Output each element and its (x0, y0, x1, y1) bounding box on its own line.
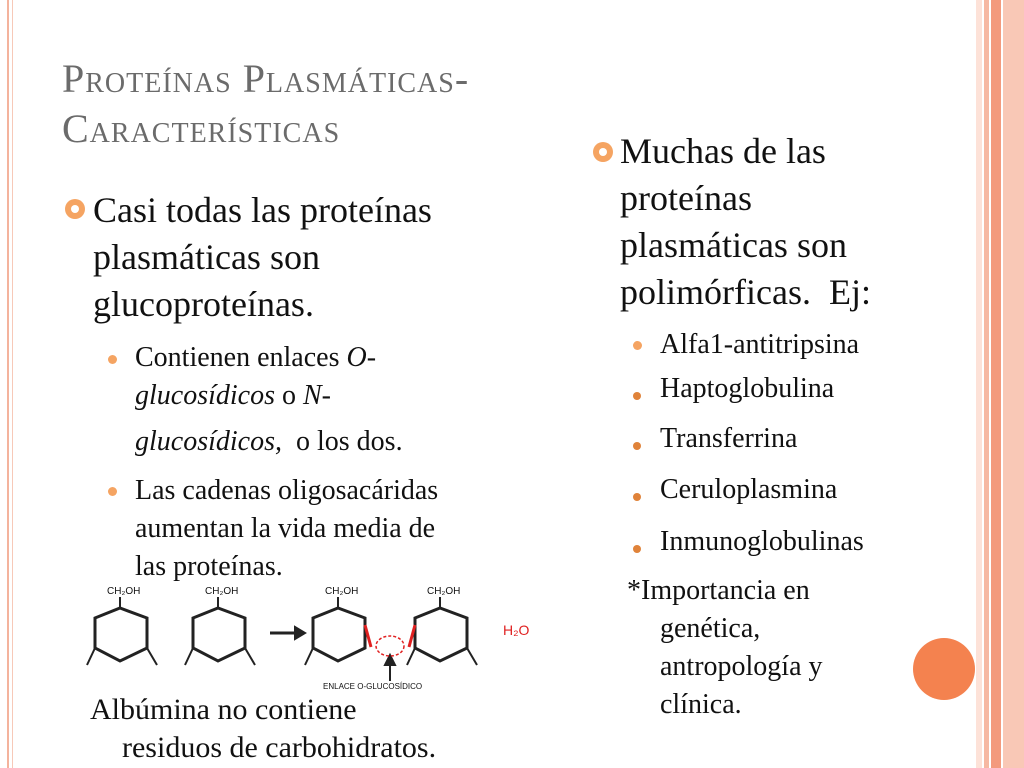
sub1-text-g: o los dos. (282, 426, 403, 457)
right-main-line1: Muchas de las (620, 131, 826, 171)
bullet-icon (593, 142, 613, 162)
left-main-line2: plasmáticas son (93, 237, 320, 277)
list-item: Alfa1-antitripsina (660, 329, 860, 360)
list-item: Ceruloplasmina (660, 474, 838, 505)
right-stripe-4 (1003, 0, 1024, 768)
left-border-line-inner (12, 0, 13, 768)
sub-bullet-dot (108, 487, 117, 496)
sub1-text-c: glucosídicos (135, 380, 275, 411)
albumina-line2: residuos de carbohidratos. (122, 731, 437, 764)
ch2oh-label: CH₂OH (325, 586, 359, 597)
sub-bullet-dot (108, 355, 117, 364)
water-label: H₂O (503, 622, 530, 638)
note-line1: *Importancia en (627, 575, 810, 606)
right-main-line4: polimórficas. Ej: (620, 272, 871, 312)
sub1-text-a: Contienen enlaces (135, 342, 347, 373)
sub-bullet-dot (633, 545, 641, 553)
note-line3: antropología y (660, 651, 823, 682)
sub1-text-d: o (275, 380, 303, 411)
slide-title-line2: Características (62, 106, 341, 151)
right-main-line3: plasmáticas son (620, 225, 847, 265)
right-stripe-3 (991, 0, 1001, 768)
sub1-text-f: glucosídicos, (135, 426, 282, 457)
ch2oh-label: CH₂OH (427, 586, 461, 597)
sub-bullet-dot (633, 493, 641, 501)
right-note (627, 572, 823, 724)
right-stripe-2 (984, 0, 989, 768)
sub2-line3: las proteínas. (135, 551, 283, 582)
sub-bullet-dot (633, 392, 641, 400)
note-line2: genética, (660, 613, 761, 644)
left-main-line1: Casi todas las proteínas (93, 190, 432, 230)
sub-bullet-dot (633, 442, 641, 450)
note-line4: clínica. (660, 689, 742, 720)
sub2-line1: Las cadenas oligosacáridas (135, 475, 439, 506)
right-main-bullet (620, 128, 871, 316)
bullet-icon (65, 199, 85, 219)
albumina-line1: Albúmina no contiene (90, 693, 357, 726)
right-stripe-1 (976, 0, 982, 768)
left-sub-bullet-2 (135, 472, 575, 586)
slide-title-line1: Proteínas Plasmáticas- (62, 56, 470, 101)
glycosidic-bond-diagram (65, 583, 535, 693)
ch2oh-label: CH₂OH (205, 586, 239, 597)
list-item: Haptoglobulina (660, 373, 835, 404)
left-border-line (7, 0, 9, 768)
list-item: Transferrina (660, 423, 798, 454)
decorative-circle (913, 638, 975, 700)
left-sub-bullet-1 (135, 339, 485, 461)
left-main-line3: glucoproteínas. (93, 284, 314, 324)
sub1-text-e: N- (303, 380, 331, 411)
sub1-text-b: O- (346, 342, 377, 373)
right-main-line2: proteínas (620, 178, 752, 218)
bond-caption: ENLACE O-GLUCOSÍDICO (323, 682, 423, 691)
list-item: Inmunoglobulinas (660, 526, 864, 557)
left-main-bullet (93, 187, 432, 328)
sub2-line2: aumentan la vida media de (135, 513, 436, 544)
ch2oh-label: CH₂OH (107, 586, 141, 597)
albumina-note (90, 691, 436, 767)
sub-bullet-dot (633, 341, 642, 350)
slide-title (62, 54, 582, 154)
